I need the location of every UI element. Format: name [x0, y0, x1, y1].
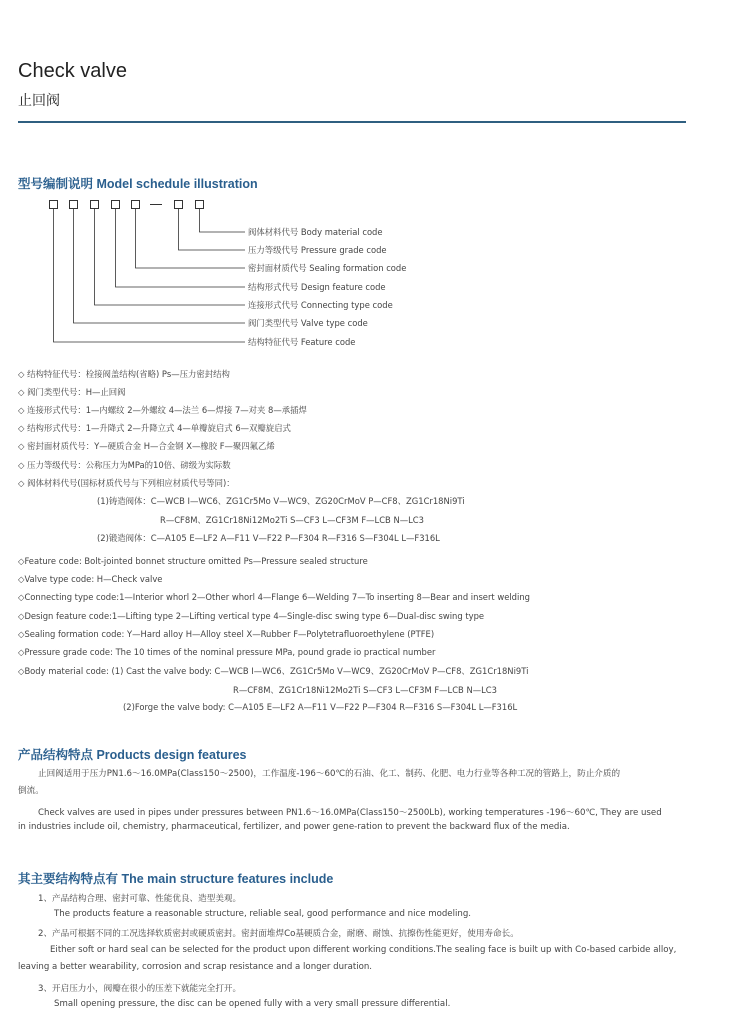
model-schedule-heading: 型号编制说明 Model schedule illustration	[18, 177, 258, 191]
code-cn-line: ◇ 连接形式代号：1—内螺纹 2—外螺纹 4—法兰 6—焊接 7—对夹 8—承插焊	[18, 405, 307, 415]
code-en-line: ◇Valve type code: H—Check valve	[18, 574, 163, 584]
code-en-line: ◇Sealing formation code: Y—Hard alloy H—Alloy steel X—Rubber F—Polytetrafluoroethylene (PTFE)	[18, 629, 435, 639]
label-feature-code: 结构特征代号 Feature code	[248, 337, 356, 347]
products-cn-text: 倒流。	[18, 786, 44, 796]
code-cn-line: ◇ 密封面材质代号：Y—硬质合金 H—合金钢 X—橡胶 F—聚四氟乙烯	[18, 441, 275, 451]
label-pressure-grade: 压力等级代号 Pressure grade code	[248, 245, 387, 255]
products-cn-text: 止回阀适用于压力PN1.6～16.0MPa(Class150～2500)，工作温度-196～60℃的石油、化工、制药、化肥、电力行业等各种工况的管路上，防止介质的	[38, 769, 621, 779]
products-heading: 产品结构特点 Products design features	[18, 748, 247, 762]
feature-cn-3: 3、开启压力小，阀瓣在很小的压差下就能完全打开。	[38, 984, 242, 994]
products-en-text: Check valves are used in pipes under pressures between PN1.6～16.0MPa(Class150～2500Lb), working temperatures -196～60℃, They are used	[38, 808, 662, 818]
feature-cn-1: 1、产品结构合理、密封可靠、性能优良、造型美观。	[38, 894, 242, 904]
code-en-line: ◇Pressure grade code: The 10 times of the nominal pressure MPa, pound grade io practical number	[18, 647, 436, 657]
main-features-heading: 其主要结构特点有 The main structure features include	[18, 872, 334, 886]
code-cn-line: ◇ 阀体材料代号(国标材质代号与下列相应材质代号等同)：	[18, 478, 235, 488]
feature-en-2: Either soft or hard seal can be selected for the product upon different working conditions.The sealing face is built up with Co-based carbide alloy,	[50, 945, 677, 955]
code-cn-line: ◇ 阀门类型代号：H—止回阀	[18, 387, 126, 397]
feature-en-2b: leaving a better wearability, corrosion and scrap resistance and a longer duration.	[18, 962, 373, 972]
code-en-line: ◇Feature code: Bolt-jointed bonnet structure omitted Ps—Pressure sealed structure	[18, 556, 368, 566]
label-design-feature: 结构形式代号 Design feature code	[248, 282, 386, 292]
material-cn-line: (2)锻造阀体：C—A105 E—LF2 A—F11 V—F22 P—F304 R—F316 S—F304L L—F316L	[97, 533, 440, 543]
code-cn-line: ◇ 结构形式代号：1—升降式 2—升降立式 4—单瓣旋启式 6—双瓣旋启式	[18, 423, 291, 433]
label-sealing-formation: 密封面材质代号 Sealing formation code	[248, 263, 407, 273]
label-connecting-type: 连接形式代号 Connecting type code	[248, 300, 393, 310]
page-title: Check valve	[18, 60, 127, 82]
code-en-line: ◇Design feature code:1—Lifting type 2—Lifting vertical type 4—Single-disc swing type 6—Dual-disc swing type	[18, 611, 485, 621]
code-cn-line: ◇ 结构特征代号：栓接阀盖结构(省略) Ps—压力密封结构	[18, 369, 230, 379]
label-body-material: 阀体材料代号 Body material code	[248, 227, 383, 237]
material-cn-line: R—CF8M、ZG1Cr18Ni12Mo2Ti S—CF3 L—CF3M F—LCB N—LC3	[160, 515, 424, 525]
feature-en-1: The products feature a reasonable structure, reliable seal, good performance and nice modeling.	[54, 909, 472, 919]
feature-en-3: Small opening pressure, the disc can be opened fully with a very small pressure differential.	[54, 999, 451, 1009]
material-cn-line: (1)铸造阀体：C—WCB I—WC6、ZG1Cr5Mo V—WC9、ZG20CrMoV P—CF8、ZG1Cr18Ni9Ti	[97, 496, 465, 506]
products-en-text: in industries include oil, chemistry, pharmaceutical, fertilizer, and power gene-ration to prevent the backward flux of the media.	[18, 822, 570, 832]
code-en-line: (2)Forge the valve body: C—A105 E—LF2 A—F11 V—F22 P—F304 R—F316 S—F304L L—F316L	[123, 702, 518, 712]
code-cn-line: ◇ 压力等级代号：公称压力为MPa的10倍、磅级为实际数	[18, 460, 231, 470]
code-en-line: ◇Body material code: (1) Cast the valve body: C—WCB I—WC6、ZG1Cr5Mo V—WC9、ZG20CrMoV P—CF8、ZG1Cr18Ni9Ti	[18, 666, 529, 676]
code-en-line: R—CF8M、ZG1Cr18Ni12Mo2Ti S—CF3 L—CF3M F—LCB N—LC3	[233, 685, 497, 695]
code-en-line: ◇Connecting type code:1—Interior whorl 2—Other whorl 4—Flange 6—Welding 7—To inserting 8—Bear and insert welding	[18, 592, 530, 602]
label-valve-type: 阀门类型代号 Valve type code	[248, 318, 368, 328]
feature-cn-2: 2、产品可根据不同的工况选择软质密封或硬质密封。密封面堆焊Co基硬质合金，耐磨、耐蚀、抗擦伤性能更好，使用寿命长。	[38, 929, 519, 939]
page-subtitle: 止回阀	[18, 93, 60, 109]
